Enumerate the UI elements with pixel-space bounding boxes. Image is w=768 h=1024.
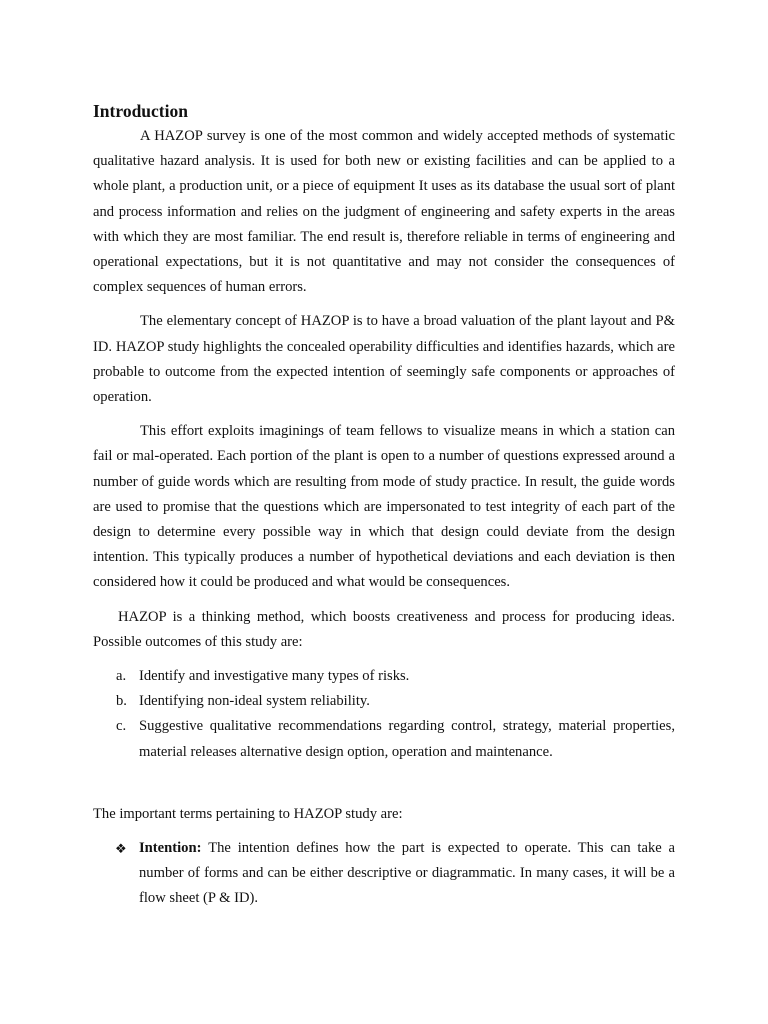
paragraph-thinking-method: HAZOP is a thinking method, which boosts creativeness and process for producing ideas. Possible outcomes of this study are:: [93, 608, 675, 650]
paragraph-elementary-concept: The elementary concept of HAZOP is to have a broad valuation of the plant layout and P& ID. HAZOP study highlights the concealed operability difficulties and identifies hazards, which are probable to outcome from the expected intention of seemingly safe components or approaches of operation.: [93, 313, 675, 406]
list-item-text: Identify and investigative many types of risks.: [139, 668, 410, 685]
outcomes-list: [93, 664, 675, 765]
list-item: [93, 664, 675, 689]
section-heading: Introduction: [93, 101, 188, 121]
term-name: Intention:: [139, 840, 209, 857]
term-item: [93, 836, 675, 912]
paragraph-effort: This effort exploits imaginings of team fellows to visualize means in which a station can fail or mal-operated. Each portion of the plant is open to a number of questions expressed around a number of guide words which are resulting from mode of study practice. In result, the guide words are used to promise that the questions which are impersonated to test integrity of each part of the design to determine every possible way in which that design could deviate from the design intention. This typically produces a number of hypothetical deviations and each deviation is then considered how it could be produced and what would be consequences.: [93, 423, 675, 591]
document-page: [93, 100, 675, 912]
list-marker: c.: [116, 718, 127, 735]
terms-intro: The important terms pertaining to HAZOP study are:: [93, 805, 403, 822]
paragraph-hazop-survey: A HAZOP survey is one of the most common and widely accepted methods of systematic qualitative hazard analysis. It is used for both new or existing facilities and can be applied to a whole plant, a production unit, or a piece of equipment It uses as its database the usual sort of plant and process information and relies on the judgment of engineering and safety experts in the areas with which they are most familiar. The end result is, therefore reliable in terms of engineering and operational expectations, but it is not quantitative and may not consider the consequences of complex sequences of human errors.: [93, 128, 675, 296]
term-text: The intention defines how the part is expected to operate. This can take a number of forms and can be either descriptive or diagrammatic. In many cases, it will be a flow sheet (P & ID).: [139, 840, 675, 907]
list-item-text: Identifying non-ideal system reliability.: [139, 693, 370, 710]
list-marker: b.: [116, 693, 127, 710]
terms-list: [93, 836, 675, 912]
list-marker: a.: [116, 668, 127, 685]
diamond-bullet-icon: ❖: [115, 841, 127, 857]
list-item: [93, 714, 675, 764]
list-item-text: Suggestive qualitative recommendations regarding control, strategy, material properties, material releases alternative design option, operation and maintenance.: [139, 718, 675, 760]
list-item: [93, 689, 675, 714]
